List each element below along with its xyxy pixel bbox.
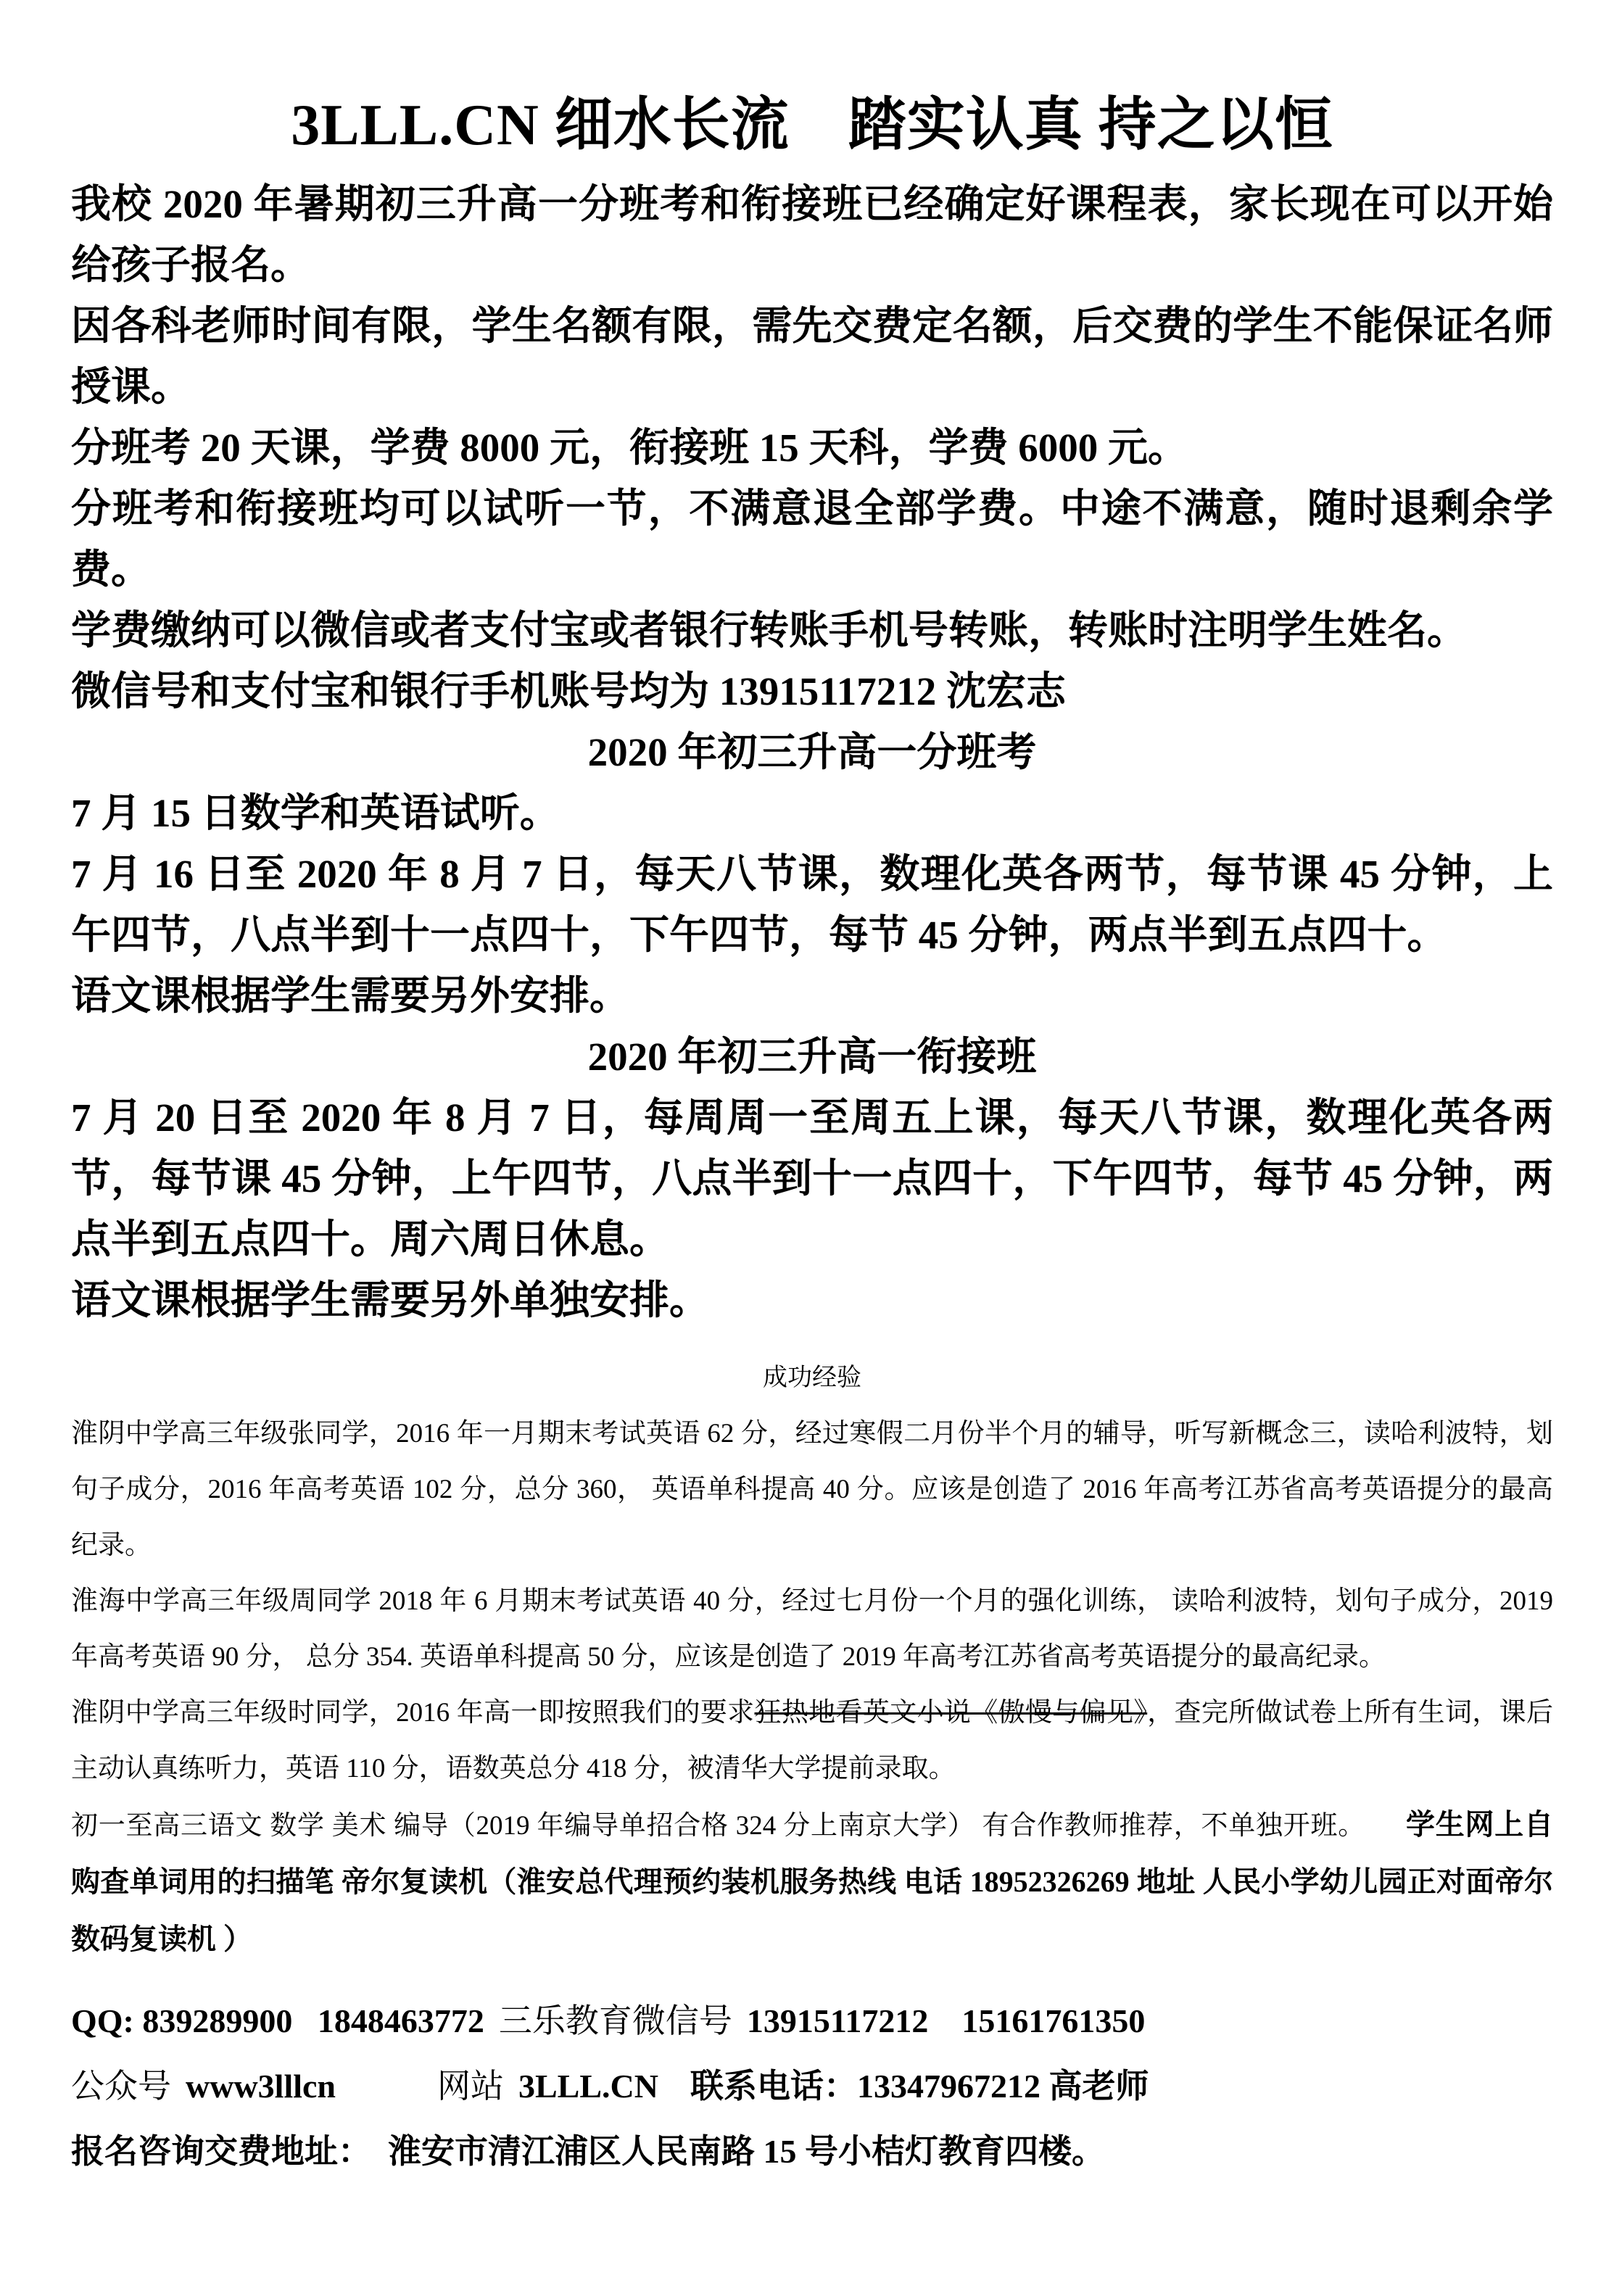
bridge-paragraph: 语文课根据学生需要另外单独安排。 bbox=[71, 1278, 710, 1322]
intro-paragraph: 因各科老师时间有限，学生名额有限，需先交费定名额，后交费的学生不能保证名师授课。 bbox=[71, 304, 1553, 409]
wechat-label: 三乐教育微信号 bbox=[498, 2002, 732, 2039]
scanner-pen-notice: 学生网上自购查单词用的扫描笔 帝尔复读机（淮安总代理预约装机服务热线 电话 18952326269 地址 人民小学幼儿园正对面帝尔数码复读机 ） bbox=[71, 1808, 1553, 1955]
qq-wechat-line bbox=[71, 1989, 1553, 2054]
bridge-class-heading: 2020 年初三升高一衔接班 bbox=[587, 1035, 1037, 1079]
success-heading: 成功经验 bbox=[763, 1364, 861, 1391]
intro-paragraph: 学费缴纳可以微信或者支付宝或者银行转账手机号转账，转账时注明学生姓名。 bbox=[71, 608, 1468, 652]
placement-paragraph: 7 月 16 日至 2020 年 8 月 7 日，每天八节课，数理化英各两节，每节课 45 分钟，上午四节，八点半到十一点四十，下午四节，每节 45 分钟，两点半到五点四十。 bbox=[71, 852, 1553, 957]
story-text: 淮阴中学高三年级时同学，2016 年高一即按照我们的要求 bbox=[71, 1698, 755, 1728]
success-story bbox=[71, 1685, 1553, 1796]
success-story: 淮海中学高三年级周同学 2018 年 6 月期末考试英语 40 分，经过七月份一个月的强化训练， 读哈利波特，划句子成分，2019 年高考英语 90 分， 总分 354. 英语单科提高 50 分，应该是创造了 2019 年高考江苏省高考英语提分的最高纪录。 bbox=[71, 1586, 1560, 1672]
official-account-label: 公众号 bbox=[71, 2068, 171, 2105]
contact-phone: 联系电话：13347967212 高老师 bbox=[690, 2068, 1149, 2105]
website-phone-line bbox=[71, 2054, 1553, 2119]
address-line bbox=[71, 2119, 1553, 2184]
bridge-paragraph: 7 月 20 日至 2020 年 8 月 7 日，每周周一至周五上课，每天八节课，数理化英各两节，每节课 45 分钟，上午四节，八点半到十一点四十，下午四节，每节 45 分钟，两点半到五点四十。周六周日休息。 bbox=[71, 1095, 1553, 1261]
placement-paragraph: 7 月 15 日数学和英语试听。 bbox=[71, 791, 560, 835]
intro-paragraph: 我校 2020 年暑期初三升高一分班考和衔接班已经确定好课程表，家长现在可以开始给孩子报名。 bbox=[71, 182, 1553, 287]
registration-address: 报名咨询交费地址： 淮安市清江浦区人民南路 15 号小桔灯教育四楼。 bbox=[71, 2133, 1105, 2170]
courses-line bbox=[71, 1796, 1553, 1968]
intro-paragraph: 分班考和衔接班均可以试听一节，不满意退全部学费。中途不满意，随时退剩余学费。 bbox=[71, 486, 1553, 592]
official-account-value: www3lllcn bbox=[186, 2068, 336, 2105]
placement-exam-heading: 2020 年初三升高一分班考 bbox=[587, 730, 1037, 774]
intro-paragraph: 分班考 20 天课，学费 8000 元，衔接班 15 天科，学费 6000 元。 bbox=[71, 426, 1188, 470]
intro-paragraph: 微信号和支付宝和银行手机账号均为 13915117212 沈宏志 bbox=[71, 669, 1066, 713]
struck-text: 狂热地看英文小说《傲慢与偏见》 bbox=[754, 1698, 1148, 1728]
placement-paragraph: 语文课根据学生需要另外安排。 bbox=[71, 974, 630, 1018]
story-text: ，查完所做试卷上所有生词，课后主动认真练听力，英语 110 分，语数英总分 418 分，被清华大学提前录取。 bbox=[71, 1698, 1554, 1783]
intro-section bbox=[71, 174, 1553, 722]
qq-numbers: QQ: 839289900 1848463772 bbox=[71, 2002, 484, 2039]
placement-exam-section bbox=[71, 722, 1553, 1027]
success-story: 淮阴中学高三年级张同学，2016 年一月期末考试英语 62 分，经过寒假二月份半个月的辅导，听写新概念三，读哈利波特，划句子成分，2016 年高考英语 102 分，总分 360， 英语单科提高 40 分。应该是创造了 2016 年高考江苏省高考英语提分的最高纪录。 bbox=[71, 1419, 1553, 1560]
contact-section bbox=[71, 1989, 1553, 2184]
success-section bbox=[71, 1350, 1560, 1968]
bridge-class-section bbox=[71, 1027, 1553, 1331]
website-label: 网站 bbox=[437, 2068, 504, 2105]
courses-text: 初一至高三语文 数学 美术 编导（2019 年编导单招合格 324 分上南京大学） 有合作教师推荐，不单独开班。 bbox=[71, 1811, 1365, 1841]
wechat-numbers: 13915117212 15161761350 bbox=[746, 2002, 1146, 2039]
page-title: 3LLL.CN 细水长流 踏实认真 持之以恒 bbox=[291, 94, 1333, 157]
website-value: 3LLL.CN bbox=[518, 2068, 658, 2105]
